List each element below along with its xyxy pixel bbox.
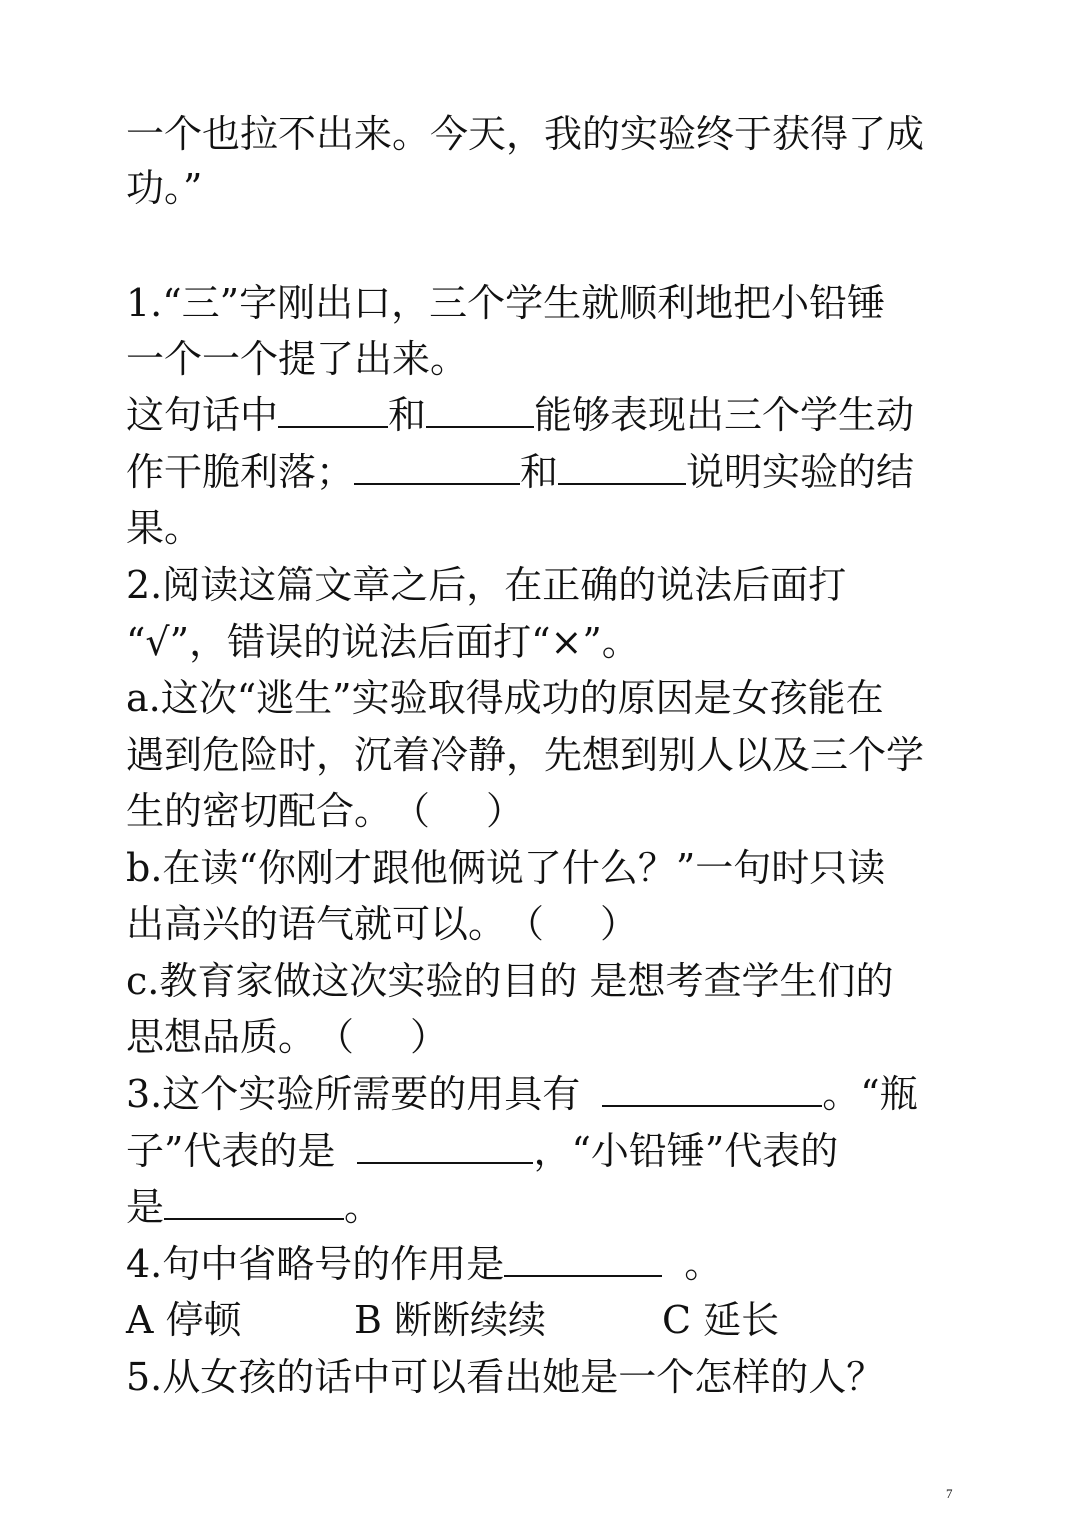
q2-line-2: “√”，错误的说法后面打“×”。 — [126, 620, 640, 664]
page-number: 7 — [946, 1486, 953, 1501]
passage-line-1: 一个也拉不出来。今天，我的实验终于获得了成 — [126, 112, 925, 156]
answer-blank[interactable] — [426, 392, 534, 428]
q2c-line-2 — [126, 1013, 448, 1061]
answer-paren-close: ） — [486, 789, 525, 833]
q3-text-f: 。 — [344, 1185, 383, 1229]
option-b[interactable]: B 断断续续 — [354, 1298, 547, 1342]
option-a[interactable]: A 停顿 — [126, 1298, 242, 1342]
answer-blank[interactable] — [558, 449, 686, 485]
q2a-line-3 — [126, 787, 524, 835]
q3-text-b: 。“瓶 — [822, 1072, 918, 1116]
q2-line-1: 2.阅读这篇文章之后，在正确的说法后面打 — [126, 563, 847, 607]
q3-line-3 — [126, 1183, 382, 1231]
answer-paren-close: ） — [600, 902, 639, 946]
q1-text-d: 作干脆利落； — [126, 450, 355, 494]
q3-line-2 — [126, 1127, 838, 1175]
answer-blank[interactable] — [357, 1128, 533, 1164]
q2b-line-2 — [126, 900, 638, 948]
answer-blank[interactable] — [602, 1071, 822, 1107]
answer-blank[interactable] — [504, 1241, 662, 1277]
q2c-text: 思想品质。 — [126, 1015, 317, 1059]
q1-text-e: 和 — [520, 450, 559, 494]
q3-text-d: ，“小铅锤”代表的 — [533, 1129, 839, 1173]
q2a-line-2: 遇到危险时，沉着冷静，先想到别人以及三个学 — [126, 733, 925, 777]
q1-text-a: 这句话中 — [126, 393, 279, 437]
q5-line-1: 5.从女孩的话中可以看出她是一个怎样的人？ — [126, 1355, 885, 1399]
q2b-text: 出高兴的语气就可以。 — [126, 902, 507, 946]
q2b-line-1: b.在读“你刚才跟他俩说了什么？”一句时只读 — [126, 846, 886, 890]
answer-paren-close: ） — [410, 1015, 449, 1059]
q3-line-1 — [126, 1070, 918, 1118]
q4-options — [126, 1296, 779, 1344]
q1-text-b: 和 — [388, 393, 427, 437]
answer-blank[interactable] — [164, 1184, 344, 1220]
q1-line-5: 果。 — [126, 506, 203, 550]
option-c[interactable]: C 延长 — [662, 1298, 780, 1342]
q4-text-a: 4.句中省略号的作用是 — [126, 1242, 505, 1286]
answer-blank[interactable] — [354, 449, 520, 485]
q3-text-a: 3.这个实验所需要的用具有 — [126, 1072, 581, 1116]
q3-text-c: 子”代表的是 — [126, 1129, 336, 1173]
q4-text-b: 。 — [684, 1242, 723, 1286]
answer-paren-open: （ — [316, 1015, 355, 1059]
q1-line-1: 1.“三”字刚出口，三个学生就顺利地把小铅锤 — [126, 281, 886, 325]
answer-paren-open: （ — [506, 902, 545, 946]
q1-line-2: 一个一个提了出来。 — [126, 337, 469, 381]
passage-line-2: 功。” — [126, 166, 203, 210]
q2c-line-1: c.教育家做这次实验的目的 是想考查学生们的 — [126, 959, 894, 1003]
q1-line-4 — [126, 448, 914, 496]
q2a-line-1: a.这次“逃生”实验取得成功的原因是女孩能在 — [126, 676, 884, 720]
q3-text-e: 是 — [126, 1185, 165, 1229]
q1-line-3 — [126, 391, 914, 439]
q4-line-1 — [126, 1240, 722, 1288]
answer-blank[interactable] — [278, 392, 388, 428]
q1-text-c: 能够表现出三个学生动 — [534, 393, 915, 437]
q2a-text: 生的密切配合。 — [126, 789, 393, 833]
q1-text-f: 说明实验的结 — [686, 450, 915, 494]
answer-paren-open: （ — [392, 789, 431, 833]
